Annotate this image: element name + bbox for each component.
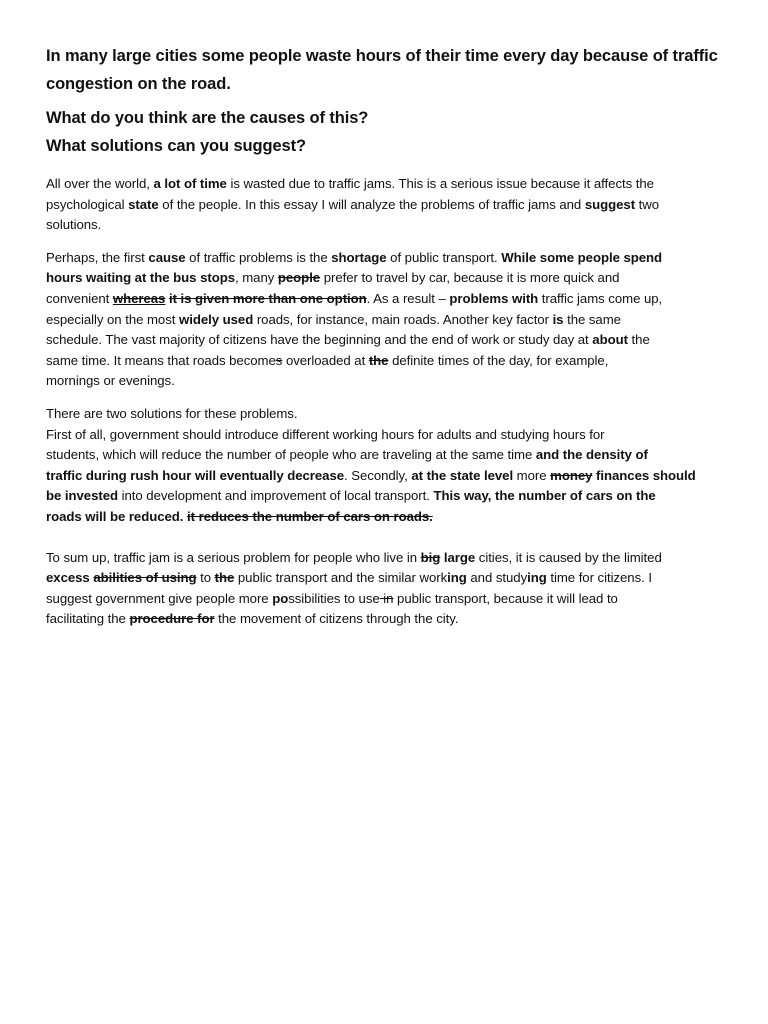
bold-text: a lot of time (153, 176, 227, 191)
text-line (46, 310, 732, 331)
bold-text: traffic during rush hour will eventually decrease (46, 467, 345, 483)
text-run: , many (235, 270, 278, 286)
text-line (46, 330, 732, 351)
text-line (46, 425, 732, 446)
text-line (46, 195, 732, 216)
text-run: the (627, 332, 650, 348)
text-line (46, 466, 732, 487)
text-run: more (513, 467, 551, 483)
text-line (46, 174, 732, 195)
bold-text: This way, the number of cars on the (433, 488, 656, 504)
bold-text: ing (447, 570, 467, 586)
text-run: . As a result – (366, 290, 450, 306)
essay-prompt: In many large cities some people waste hours of their time every day because of traffic congestion on the road. (46, 47, 718, 93)
text-line (46, 289, 732, 310)
text-line (46, 351, 732, 372)
bold-text: po (272, 590, 289, 606)
bold-text: is (552, 311, 564, 327)
text-run: the movement of citizens through the city. (214, 611, 459, 627)
text-run: prefer to travel by car, because it is more quick and (320, 270, 620, 286)
bold-text: roads will be reduced. (46, 508, 184, 524)
text-run: There are two solutions for these problems. (46, 405, 298, 421)
text-run: facilitating the (46, 611, 130, 627)
bold-text: at the state level (411, 467, 514, 483)
bold-text: about (592, 332, 628, 348)
bold-text: be invested (46, 488, 119, 504)
struck-text: the (368, 352, 389, 368)
text-run: same time. It means that roads become (46, 352, 276, 368)
struck-text: the (214, 570, 235, 586)
text-run: public transport and the similar work (234, 570, 448, 586)
bold-text: widely used (179, 311, 254, 327)
bold-text: hours waiting at the bus stops (46, 270, 235, 286)
text-run: into development and improvement of local transport. (118, 488, 434, 504)
text-run: . Secondly, (344, 467, 412, 483)
text-line (46, 215, 732, 236)
text-run: overloaded at (282, 352, 369, 368)
text-line (46, 486, 732, 507)
text-run: students, which will reduce the number of people who are traveling at the same time (46, 447, 536, 463)
essay-questions (46, 104, 732, 160)
text-run: schedule. The vast majority of citizens have the beginning and the end of work or study day at (46, 332, 593, 348)
bold-text: suggest (584, 196, 636, 212)
text-run: All over the world, (46, 176, 154, 191)
text-run: convenient (46, 290, 113, 306)
bold-text: and the density of (535, 447, 648, 463)
text-line (46, 548, 732, 569)
essay-page (46, 42, 732, 630)
text-run: solutions. (46, 217, 102, 233)
paragraph-causes (46, 248, 732, 392)
text-run: suggest government give people more (46, 590, 273, 606)
question-solutions: What solutions can you suggest? (46, 137, 306, 155)
text-run: psychological (46, 196, 129, 212)
struck-text: it reduces the number of cars on roads. (187, 508, 433, 524)
text-line (46, 404, 732, 425)
text-run: ssibilities to use (288, 590, 380, 606)
struck-text: procedure for (129, 611, 215, 627)
bold-text: excess (46, 570, 90, 586)
text-run: the same (563, 311, 621, 327)
struck-text: abilities of using (93, 570, 197, 586)
paragraph-conclusion (46, 548, 732, 630)
struck-text: people (277, 270, 321, 286)
struck-text: whereas (112, 290, 166, 306)
struck-text: in (379, 590, 394, 606)
text-line (46, 589, 732, 610)
text-run: traffic jams come up, (538, 290, 663, 306)
bold-text: large (443, 549, 476, 565)
text-line (46, 609, 732, 630)
text-run: To sum up, traffic jam is a serious problem for people who live in (46, 549, 421, 565)
text-run: to (196, 570, 215, 586)
question-causes: What do you think are the causes of this? (46, 109, 369, 127)
text-run: of public transport. (386, 249, 502, 265)
paragraph-introduction (46, 174, 732, 236)
text-run: cities, it is caused by the limited (475, 549, 662, 565)
text-line (46, 268, 732, 289)
bold-text: finances should (596, 467, 696, 483)
struck-text: s (275, 352, 283, 368)
text-run: is wasted due to traffic jams. This is a serious issue because it affects the (226, 176, 654, 191)
bold-text: shortage (331, 249, 387, 265)
bold-text: cause (148, 249, 186, 265)
struck-text: it is given more than one option (168, 290, 367, 306)
text-line (46, 507, 732, 528)
text-run: mornings or evenings. (46, 373, 175, 389)
text-run: public transport, because it will lead to (393, 590, 618, 606)
text-run: and study (466, 570, 528, 586)
text-run: Perhaps, the first (46, 249, 149, 265)
struck-text: money (550, 467, 593, 483)
text-run: especially on the most (46, 311, 179, 327)
text-run: of the people. In this essay I will analyze the problems of traffic jams and (158, 196, 585, 212)
text-run: roads, for instance, main roads. Another key factor (253, 311, 553, 327)
bold-text: state (128, 196, 159, 212)
text-run: definite times of the day, for example, (388, 352, 609, 368)
text-line (46, 568, 732, 589)
text-run: two (635, 196, 660, 212)
bold-text: problems with (449, 290, 539, 306)
text-line (46, 371, 732, 392)
text-line (46, 248, 732, 269)
paragraph-solutions (46, 404, 732, 528)
bold-text: ing (527, 570, 547, 586)
text-run: First of all, government should introduce different working hours for adults and studying hours for (46, 426, 605, 442)
struck-text: big (420, 549, 441, 565)
text-run: time for citizens. I (546, 570, 652, 586)
text-run: of traffic problems is the (185, 249, 332, 265)
text-line (46, 445, 732, 466)
bold-text: While some people spend (501, 249, 663, 265)
